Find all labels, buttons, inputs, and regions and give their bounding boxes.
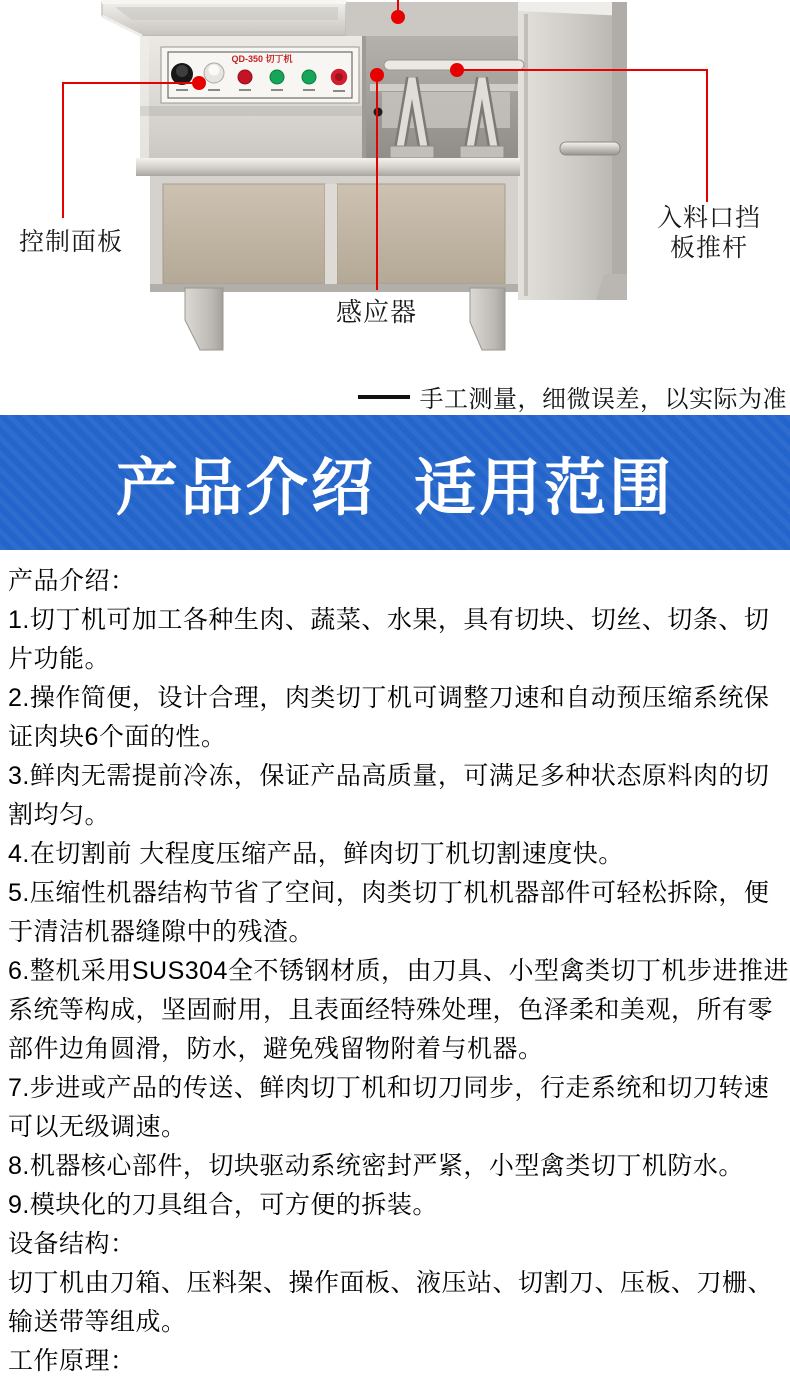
body-text-line: 2.操作简便，设计合理，肉类切丁机可调整刀速和自动预压缩系统保 bbox=[8, 684, 770, 712]
measurement-disclaimer bbox=[0, 378, 790, 415]
body-text-line: 7.步进或产品的传送、鲜肉切丁机和切刀同步，行走系统和切刀转速 bbox=[8, 1074, 770, 1102]
body-text-line: 工作原理： bbox=[8, 1347, 136, 1375]
machine-hopper bbox=[102, 2, 346, 36]
banner-title: 产品介绍 适用范围 bbox=[115, 454, 675, 523]
panel-button-green-1 bbox=[270, 70, 284, 84]
panel-model-label: QD-350 切丁机 bbox=[231, 54, 293, 64]
callout-label-inlet-line2: 板推杆 bbox=[669, 234, 748, 262]
machine-photo-section bbox=[0, 0, 790, 378]
cabinet-door-right bbox=[337, 184, 505, 284]
body-text-line: 割均匀。 bbox=[8, 801, 111, 829]
machine-side-cabinet bbox=[518, 2, 627, 300]
body-text-line: 9.模块化的刀具组合，可方便的拆装。 bbox=[8, 1191, 438, 1219]
body-text-line: 设备结构： bbox=[8, 1230, 136, 1258]
body-text-line: 切丁机由刀箱、压料架、操作面板、液压站、切割刀、压板、刀栅、 bbox=[8, 1269, 774, 1297]
callout-dot-control-panel bbox=[192, 76, 206, 90]
body-text-line: 证肉块6个面的性。 bbox=[8, 723, 227, 751]
body-text-line: 1.切丁机可加工各种生肉、蔬菜、水果，具有切块、切丝、切条、切 bbox=[8, 606, 770, 634]
callout-dot-top bbox=[391, 10, 405, 24]
body-text-line: 6.整机采用SUS304全不锈钢材质，由刀具、小型禽类切丁机步进推进 bbox=[8, 957, 789, 985]
door-handle bbox=[560, 142, 620, 155]
body-text-line: 部件边角圆滑，防水，避免残留物附着与机器。 bbox=[8, 1035, 544, 1063]
machine-cutting-area bbox=[362, 36, 524, 168]
body-text-line: 4.在切割前 大程度压缩产品，鲜肉切丁机切割速度快。 bbox=[8, 840, 624, 868]
body-text-line: 片功能。 bbox=[8, 645, 111, 673]
machine-top bbox=[346, 2, 518, 36]
callout-dot-inlet bbox=[450, 63, 464, 77]
callout-dot-sensor bbox=[370, 68, 384, 82]
machine-ledge bbox=[136, 158, 520, 176]
disclaimer-text: 手工测量，细微误差，以实际为准 bbox=[419, 386, 787, 413]
panel-button-red bbox=[238, 70, 252, 84]
body-text-line: 8.机器核心部件，切块驱动系统密封严紧，小型禽类切丁机防水。 bbox=[8, 1152, 744, 1180]
callout-label-inlet bbox=[644, 203, 774, 263]
callout-label-inlet-line1: 入料口挡 bbox=[656, 204, 761, 232]
body-text-line: 输送带等组成。 bbox=[8, 1308, 187, 1336]
callout-label-sensor: 感应器 bbox=[336, 297, 418, 327]
cabinet-door-left bbox=[163, 184, 325, 284]
body-text-line: 可以无级调速。 bbox=[8, 1113, 187, 1141]
body-text-line: 产品介绍： bbox=[8, 567, 136, 595]
panel-button-green-2 bbox=[302, 70, 316, 84]
body-text-line: 3.鲜肉无需提前冷冻，保证产品高质量，可满足多种状态原料肉的切 bbox=[8, 762, 770, 790]
dash-icon bbox=[358, 395, 410, 399]
body-text-line: 系统等构成，坚固耐用，且表面经特殊处理，色泽柔和美观，所有零 bbox=[8, 996, 774, 1024]
machine-lower-cabinet bbox=[150, 176, 518, 292]
product-description bbox=[0, 550, 790, 1381]
body-text-line: 于清洁机器缝隙中的残渣。 bbox=[8, 918, 315, 946]
section-banner bbox=[0, 415, 790, 550]
callout-label-control-panel: 控制面板 bbox=[19, 228, 124, 256]
machine-control-panel bbox=[161, 47, 359, 103]
body-text-line: 5.压缩性机器结构节省了空间，肉类切丁机机器部件可轻松拆除，便 bbox=[8, 879, 770, 907]
